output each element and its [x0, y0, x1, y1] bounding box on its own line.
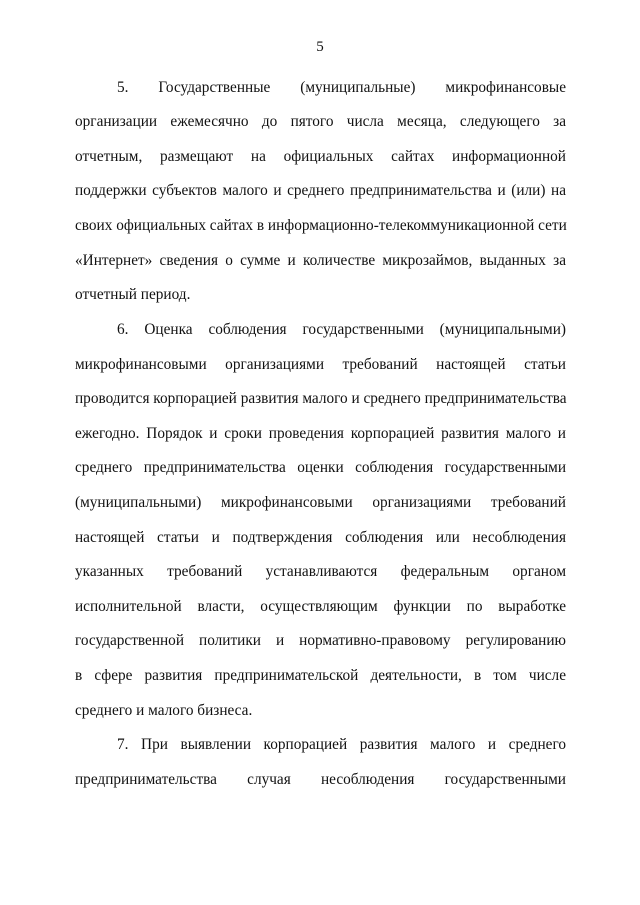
text-line: среднего и малого бизнеса.: [75, 702, 253, 719]
text-line: предпринимательства случая несоблюдения государственными: [75, 771, 566, 788]
text-line: в сфере развития предпринимательской деятельности, в том числе: [75, 667, 566, 684]
text-line: указанных требований устанавливаются федеральным органом: [75, 563, 566, 580]
text-line: организации ежемесячно до пятого числа месяца, следующего за: [75, 113, 566, 130]
text-line: проводится корпорацией развития малого и среднего предпринимательства: [75, 390, 567, 407]
text-line: исполнительной власти, осуществляющим функции по выработке: [75, 598, 566, 615]
text-line: 6. Оценка соблюдения государственными (муниципальными): [117, 321, 566, 338]
text-line: микрофинансовыми организациями требований настоящей статьи: [75, 356, 566, 373]
text-line: поддержки субъектов малого и среднего предпринимательства и (или) на: [75, 182, 566, 199]
text-line: государственной политики и нормативно-правовому регулированию: [75, 632, 566, 649]
text-line: среднего предпринимательства оценки соблюдения государственными: [75, 459, 566, 476]
text-line: ежегодно. Порядок и сроки проведения корпорацией развития малого и: [75, 425, 566, 442]
text-line: 7. При выявлении корпорацией развития малого и среднего: [117, 736, 566, 753]
text-line: отчетным, размещают на официальных сайтах информационной: [75, 148, 566, 165]
text-line: отчетный период.: [75, 286, 191, 303]
text-line: «Интернет» сведения о сумме и количестве микрозаймов, выданных за: [75, 252, 566, 269]
text-line: (муниципальными) микрофинансовыми организациями требований: [75, 494, 566, 511]
text-line: настоящей статьи и подтверждения соблюдения или несоблюдения: [75, 529, 566, 546]
text-line: 5. Государственные (муниципальные) микрофинансовые: [117, 79, 566, 96]
page-number: 5: [316, 39, 324, 55]
text-line: своих официальных сайтах в информационно-телекоммуникационной сети: [75, 217, 567, 234]
